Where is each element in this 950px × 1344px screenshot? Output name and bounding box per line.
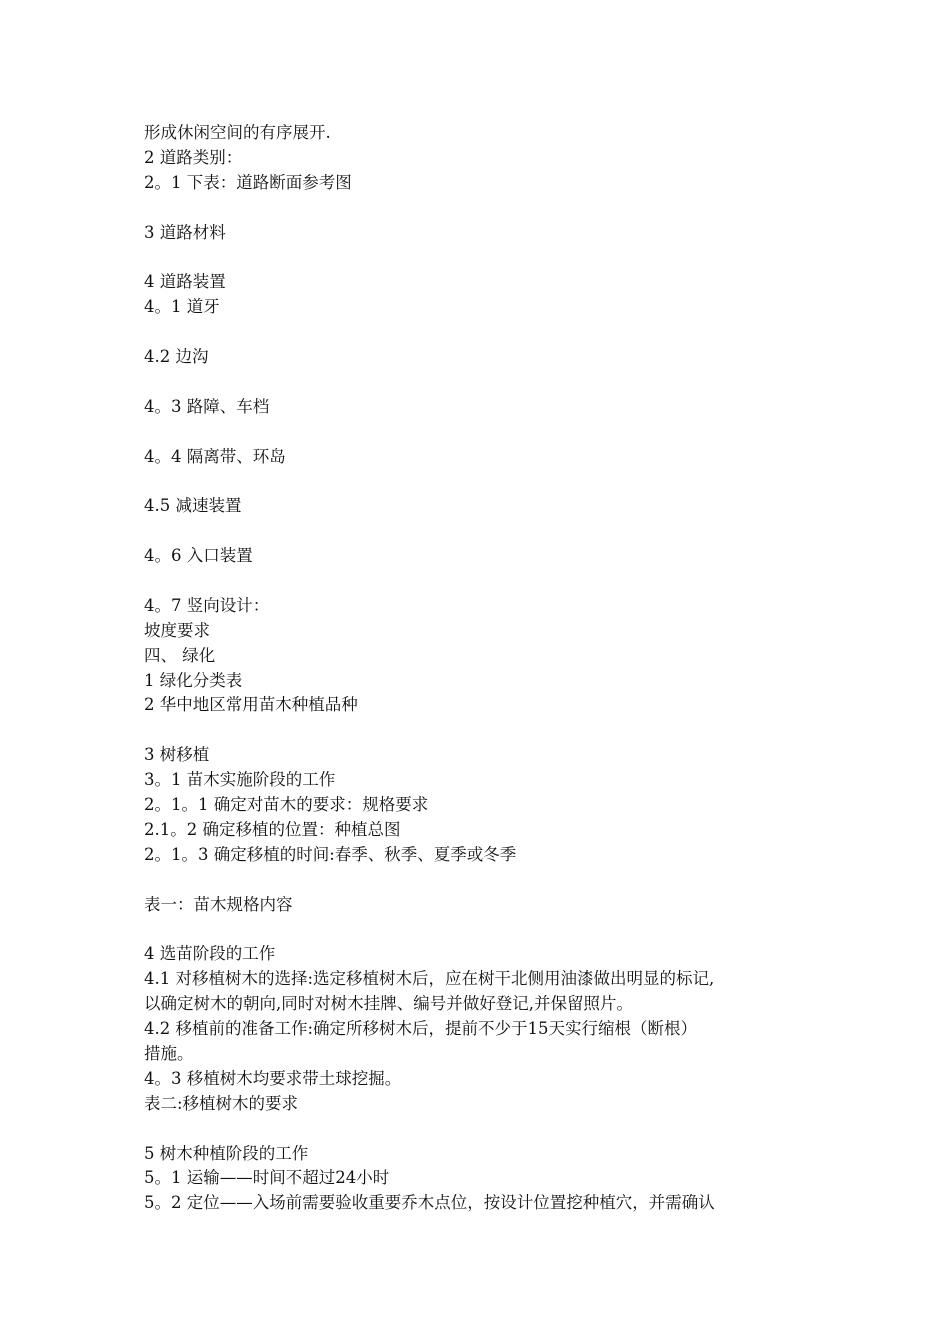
text-line: 4 道路装置 xyxy=(144,272,226,292)
text-line: 表二:移植树木的要求 xyxy=(144,1093,299,1113)
text-line: 5。2 定位——入场前需要验收重要乔木点位，按设计位置挖种植穴，并需确认 xyxy=(144,1193,715,1213)
text-line: 3 树移植 xyxy=(144,745,210,765)
text-line: 3 道路材料 xyxy=(144,222,226,242)
document-body xyxy=(144,121,824,1216)
text-line: 4。3 移植树木均要求带土球挖掘。 xyxy=(144,1068,402,1088)
text-line: 4。6 入口装置 xyxy=(144,546,253,566)
text-line: 表一：苗木规格内容 xyxy=(144,894,293,914)
text-line: 以确定树木的朝向,同时对树木挂牌、编号并做好登记,并保留照片。 xyxy=(144,994,633,1014)
blank-line xyxy=(144,868,824,893)
text-line: 1 绿化分类表 xyxy=(144,670,243,690)
text-line: 4 选苗阶段的工作 xyxy=(144,944,276,964)
blank-line xyxy=(144,245,824,270)
text-line: 4。1 道牙 xyxy=(144,297,220,317)
blank-line xyxy=(144,469,824,494)
text-line: 3。1 苗木实施阶段的工作 xyxy=(144,770,336,790)
text-line: 4.2 边沟 xyxy=(144,347,209,367)
text-line: 5 树木种植阶段的工作 xyxy=(144,1143,309,1163)
text-line: 2。1。3 确定移植的时间:春季、秋季、夏季或冬季 xyxy=(144,844,517,864)
text-line: 4。7 竖向设计： xyxy=(144,595,270,615)
text-line: 2。1 下表：道路断面参考图 xyxy=(144,172,352,192)
text-line: 2。1。1 确定对苗木的要求：规格要求 xyxy=(144,795,429,815)
text-line: 2 道路类别： xyxy=(144,147,243,167)
blank-line xyxy=(144,196,824,221)
text-line: 措施。 xyxy=(144,1043,194,1063)
text-line: 4.2 移植前的准备工作:确定所移树木后，提前不少于15天实行缩根（断根） xyxy=(144,1019,698,1039)
text-line: 4.5 减速装置 xyxy=(144,496,242,516)
blank-line xyxy=(144,1117,824,1142)
text-line: 4.1 对移植树木的选择:选定移植树木后，应在树干北侧用油漆做出明显的标记, xyxy=(144,969,715,989)
text-line: 2 华中地区常用苗木种植品种 xyxy=(144,695,358,715)
text-line: 坡度要求 xyxy=(144,620,210,640)
blank-line xyxy=(144,420,824,445)
text-line: 4。3 路障、车档 xyxy=(144,396,270,416)
blank-line xyxy=(144,370,824,395)
blank-line xyxy=(144,519,824,544)
blank-line xyxy=(144,918,824,943)
blank-line xyxy=(144,320,824,345)
blank-line xyxy=(144,718,824,743)
text-line: 4。4 隔离带、环岛 xyxy=(144,446,286,466)
text-line: 四、 绿化 xyxy=(144,645,216,665)
text-line: 形成休闲空间的有序展开. xyxy=(144,123,331,142)
text-line: 5。1 运输——时间不超过24小时 xyxy=(144,1168,390,1188)
text-line: 2.1。2 确定移植的位置：种植总图 xyxy=(144,819,401,839)
blank-line xyxy=(144,569,824,594)
